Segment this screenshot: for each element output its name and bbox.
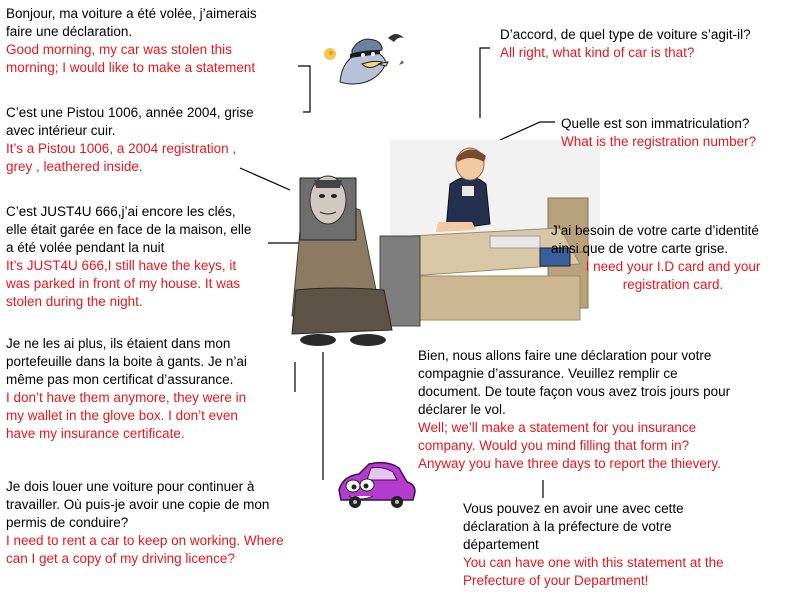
- thief-image: [322, 24, 410, 86]
- dialogue-officer-5: [463, 500, 793, 590]
- english-line: Good morning, my car was stolen this morning; I would like to make a statement: [6, 42, 256, 75]
- french-line: Je ne les ai plus, ils étaient dans mon portefeuille dans la boite à gants. Je n’ai même pas mon certificat d’assurance.: [6, 336, 247, 387]
- connector-d4: [500, 122, 555, 140]
- english-line: It’s a Pistou 1006, a 2004 registration , grey , leathered inside.: [6, 141, 237, 174]
- dialogue-victim-1: [6, 5, 306, 77]
- dialogue-victim-3: [6, 203, 296, 311]
- french-line: C’est JUST4U 666,j’ai encore les clés, elle était garée en face de la maison, elle a été volée pendant la nuit: [6, 204, 252, 255]
- french-line: Bien, nous allons faire une déclaration pour votre compagnie d’assurance. Veuillez remplir ce document. De toute façon vous avez trois jours pour déclarer le vol.: [418, 348, 731, 417]
- car-icon: [335, 460, 417, 508]
- english-line: I don’t have them anymore, they were in my wallet in the glove box. I don’t even have my insurance certificate.: [6, 390, 247, 441]
- english-line: You can have one with this statement at the Prefecture of your Department!: [463, 555, 724, 588]
- english-line: I need to rent a car to keep on working. Where can I get a copy of my driving licence?: [6, 533, 284, 566]
- car-image: [335, 460, 417, 508]
- english-line: Well; we’ll make a statement for you insurance company. Would you mind filling that form in? Anyway you have three days to report the thievery.: [418, 420, 721, 471]
- dialogue-officer-1: [500, 26, 792, 62]
- dialogue-officer-2: [561, 115, 793, 151]
- english-line: All right, what kind of car is that?: [500, 45, 695, 60]
- dialogue-victim-2: [6, 104, 296, 176]
- dialogue-officer-4: [418, 347, 796, 473]
- french-line: Je dois louer une voiture pour continuer à travailler. Où puis-je avoir une copie de mon permis de conduire?: [6, 479, 270, 530]
- french-line: C’est une Pistou 1006, année 2004, grise avec intérieur cuir.: [6, 105, 254, 138]
- dialogue-victim-5: [6, 478, 326, 568]
- dialogue-officer-3: [551, 222, 795, 294]
- dialogue-victim-4: [6, 335, 306, 443]
- thief-icon: [322, 24, 410, 86]
- french-line: Vous pouvez en avoir une avec cette déclaration à la préfecture de votre département: [463, 501, 684, 552]
- french-line: J’ai besoin de votre carte d’identité ainsi que de votre carte grise.: [551, 223, 759, 256]
- french-line: Bonjour, ma voiture a été volée, j’aimerais faire une déclaration.: [6, 6, 257, 39]
- connector-d2: [480, 48, 490, 118]
- english-line: What is the registration number?: [561, 134, 757, 149]
- french-line: D’accord, de quel type de voiture s’agit-il?: [500, 27, 751, 42]
- french-line: Quelle est son immatriculation?: [561, 116, 750, 131]
- english-line: It’s JUST4U 666,I still have the keys, it was parked in front of my house. It was stolen during the night.: [6, 258, 241, 309]
- english-line: I need your I.D card and your registration card.: [585, 259, 761, 292]
